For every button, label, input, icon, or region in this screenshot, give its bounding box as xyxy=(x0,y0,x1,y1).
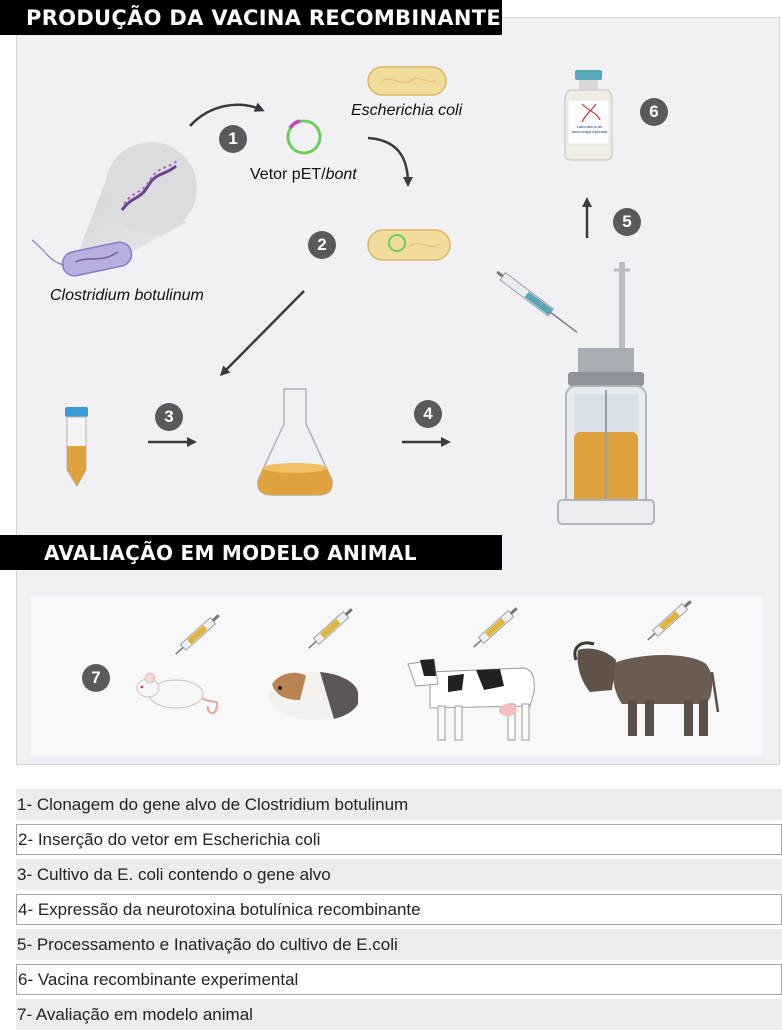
step-badge-4: 4 xyxy=(414,400,442,428)
syringe-icon xyxy=(173,612,221,657)
production-title: PRODUÇÃO DA VACINA RECOMBINANTE xyxy=(0,0,502,35)
legend-item-7: 7- Avaliação em modelo animal xyxy=(16,999,782,1030)
guinea-pig-icon xyxy=(269,672,359,720)
step-badge-7: 7 xyxy=(82,664,110,692)
clostridium-label: Clostridium botulinum xyxy=(50,287,204,304)
cow-icon xyxy=(408,659,534,740)
step-badge-3: 3 xyxy=(155,403,183,431)
vial-label: Laboratório de Imunologia Aplicada xyxy=(571,124,608,134)
step-badge-2: 2 xyxy=(308,231,336,259)
legend-item-2: 2- Inserção do vetor em Escherichia coli xyxy=(16,824,782,855)
step-badge-5: 5 xyxy=(613,208,641,236)
vector-label-suffix: bont xyxy=(325,166,357,183)
vector-label-prefix: Vetor pET/ xyxy=(250,166,326,183)
legend-item-4: 4- Expressão da neurotoxina botulínica recombinante xyxy=(16,894,782,925)
step-badge-1: 1 xyxy=(219,125,247,153)
syringe-icon xyxy=(645,598,693,643)
buffalo-icon xyxy=(575,643,718,736)
animal-title: AVALIAÇÃO EM MODELO ANIMAL xyxy=(0,535,502,570)
mouse-icon xyxy=(137,673,217,713)
legend-item-1: 1- Clonagem do gene alvo de Clostridium botulinum xyxy=(16,789,782,820)
legend-item-5: 5- Processamento e Inativação do cultivo de E.coli xyxy=(16,929,782,960)
legend-item-6: 6- Vacina recombinante experimental xyxy=(16,964,782,995)
ecoli-label: Escherichia coli xyxy=(351,102,463,119)
syringe-icon xyxy=(471,605,519,650)
legend xyxy=(16,789,782,1034)
legend-item-3: 3- Cultivo da E. coli contendo o gene alvo xyxy=(16,859,782,890)
step-badge-6: 6 xyxy=(640,98,668,126)
syringe-icon xyxy=(306,606,354,651)
